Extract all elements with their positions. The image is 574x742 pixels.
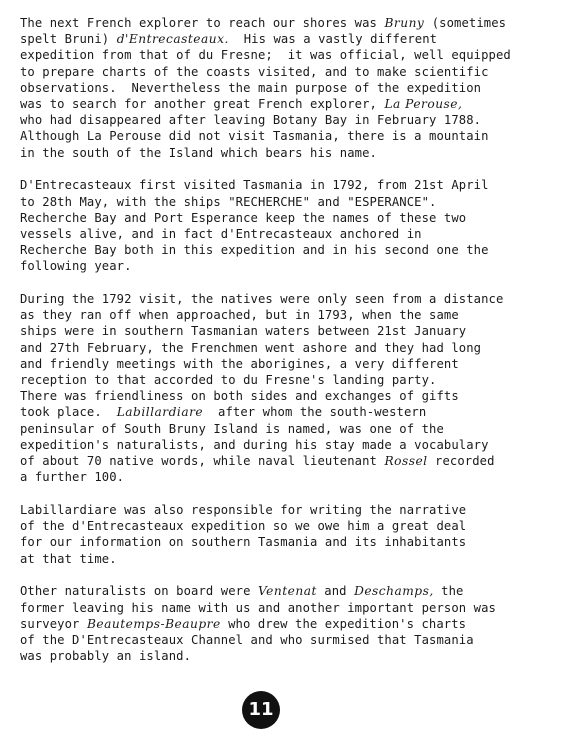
- text-line: [20, 534, 568, 550]
- text-segment: Other naturalists on board were: [20, 584, 258, 599]
- text-segment: for our information on southern Tasmania and its inhabitants: [20, 535, 467, 550]
- text-line: [20, 291, 568, 307]
- text-segment: observations. Nevertheless the main purpose of the expedition: [20, 80, 482, 95]
- text-segment: Recherche Bay and Port Esperance keep the names of these two: [20, 210, 467, 225]
- page-number-badge: 11: [242, 691, 280, 729]
- text-line: [20, 583, 568, 599]
- text-segment: to 28th May, with the ships "RECHERCHE" and "ESPERANCE".: [20, 194, 437, 209]
- text-segment: surveyor: [20, 616, 87, 631]
- text-line: [20, 64, 568, 80]
- text-segment: a further 100.: [20, 470, 125, 485]
- text-line: [20, 421, 568, 437]
- text-segment: Although La Perouse did not visit Tasmania, there is a mountain: [20, 129, 489, 144]
- text-line: [20, 242, 568, 258]
- text-line: [20, 323, 568, 339]
- text-line: [20, 600, 568, 616]
- text-line: [20, 307, 568, 323]
- text-segment: at that time.: [20, 551, 117, 566]
- text-segment: D'Entrecasteaux first visited Tasmania in 1792, from 21st April: [20, 178, 489, 193]
- text-line: [20, 15, 568, 31]
- text-line: [20, 210, 568, 226]
- text-segment: expedition's naturalists, and during his stay made a vocabulary: [20, 437, 489, 452]
- text-segment: The next French explorer to reach our shores was: [20, 16, 385, 30]
- text-segment: former leaving his name with us and another important person was: [20, 600, 496, 615]
- text-segment: There was friendliness on both sides and exchanges of gifts: [20, 389, 459, 404]
- text-segment: of about 70 native words, while naval lieutenant: [20, 454, 385, 469]
- text-line: [20, 388, 568, 404]
- text-segment: who drew the expedition's charts: [220, 616, 467, 631]
- handwritten-name: Ventenat: [258, 584, 317, 599]
- text-line: [20, 340, 568, 356]
- text-segment: took place.: [20, 405, 117, 420]
- text-line: [20, 502, 568, 518]
- text-segment: the: [433, 584, 464, 599]
- text-segment: who had disappeared after leaving Botany Bay in February 1788.: [20, 113, 482, 128]
- text-segment: was to search for another great French explorer,: [20, 97, 385, 112]
- text-segment: His was a vastly different: [228, 32, 438, 47]
- text-segment: and friendly meetings with the aborigines, a very different: [20, 356, 459, 371]
- text-segment: in the south of the Island which bears his name.: [20, 145, 377, 160]
- text-line: [20, 551, 568, 567]
- paragraph: [20, 15, 568, 161]
- text-segment: peninsular of South Bruny Island is named, was one of the: [20, 421, 444, 436]
- text-segment: as they ran off when approached, but in 1793, when the same: [20, 308, 459, 323]
- handwritten-name: d'Entrecasteaux.: [116, 32, 229, 47]
- text-segment: reception to that accorded to du Fresne's landing party.: [20, 373, 437, 388]
- text-segment: to prepare charts of the coasts visited, and to make scientific: [20, 64, 489, 79]
- text-line: [20, 616, 568, 632]
- text-segment: Labillardiare was also responsible for writing the narrative: [20, 502, 467, 517]
- text-line: [20, 31, 568, 47]
- text-line: [20, 194, 568, 210]
- text-line: [20, 404, 568, 420]
- text-segment: of the D'Entrecasteaux Channel and who surmised that Tasmania: [20, 632, 474, 647]
- text-line: [20, 128, 568, 144]
- document-body: [20, 15, 568, 681]
- text-segment: spelt Bruni): [20, 32, 117, 47]
- paragraph: [20, 502, 568, 567]
- text-segment: following year.: [20, 259, 132, 274]
- text-line: [20, 80, 568, 96]
- text-line: [20, 453, 568, 469]
- handwritten-name: Beautemps-Beaupre: [86, 616, 221, 631]
- text-segment: and 27th February, the Frenchmen went ashore and they had long: [20, 340, 482, 355]
- paragraph: [20, 583, 568, 664]
- text-segment: and: [316, 584, 355, 599]
- text-line: [20, 469, 568, 485]
- text-segment: was probably an island.: [20, 649, 192, 664]
- text-line: [20, 648, 568, 664]
- text-segment: expedition from that of du Fresne; it was official, well equipped: [20, 48, 511, 63]
- handwritten-name: Deschamps,: [354, 584, 434, 599]
- handwritten-name: Labillardiare: [116, 405, 204, 420]
- text-line: [20, 226, 568, 242]
- text-segment: recorded: [427, 454, 495, 469]
- text-line: [20, 632, 568, 648]
- text-line: [20, 47, 568, 63]
- text-line: [20, 177, 568, 193]
- text-line: [20, 112, 568, 128]
- text-segment: ships were in southern Tasmanian waters between 21st January: [20, 324, 467, 339]
- handwritten-name: Rossel: [384, 454, 428, 469]
- text-line: [20, 356, 568, 372]
- text-segment: of the d'Entrecasteaux expedition so we owe him a great deal: [20, 519, 467, 534]
- text-line: [20, 518, 568, 534]
- text-segment: During the 1792 visit, the natives were only seen from a distance: [20, 292, 504, 307]
- text-line: [20, 96, 568, 112]
- text-segment: Recherche Bay both in this expedition and in his second one the: [20, 243, 489, 258]
- paragraph: [20, 177, 568, 274]
- text-line: [20, 145, 568, 161]
- text-segment: vessels alive, and in fact d'Entrecasteaux anchored in: [20, 226, 422, 241]
- text-line: [20, 372, 568, 388]
- paragraph: [20, 291, 568, 485]
- text-line: [20, 437, 568, 453]
- handwritten-name: La Perouse,: [384, 97, 463, 112]
- text-segment: (sometimes: [424, 16, 507, 30]
- text-segment: after whom the south-western: [203, 405, 427, 420]
- handwritten-name: Bruny: [384, 16, 425, 30]
- text-line: [20, 258, 568, 274]
